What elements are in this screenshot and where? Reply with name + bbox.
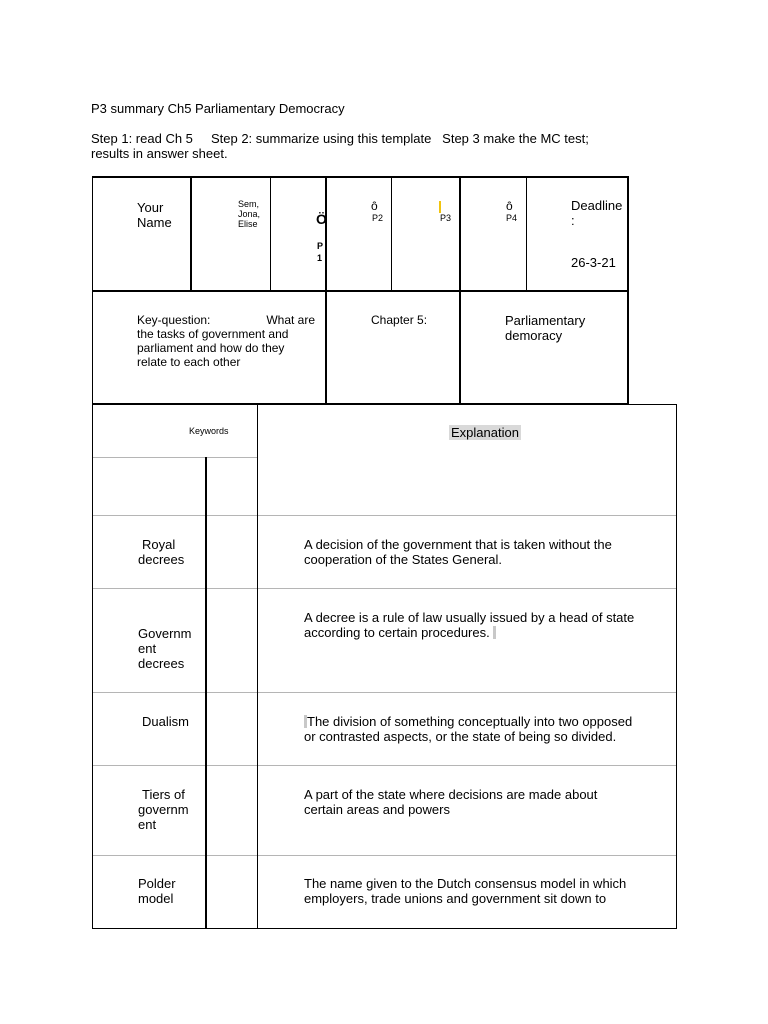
p2-mark: ȏ xyxy=(371,199,378,213)
chapter-label: Chapter 5: xyxy=(371,313,428,327)
your-name-label: Your Name xyxy=(137,200,172,230)
explanation-dualism: The division of something conceptually into two opposed or contrasted aspects, or the state of being so divided. xyxy=(304,714,633,744)
explanation-header: Explanation xyxy=(451,425,519,440)
p4-mark: ȏ xyxy=(506,199,513,213)
explanation-polder-model: The name given to the Dutch consensus model in which employers, trade unions and government sit down to xyxy=(304,876,627,906)
p2-label: P2 xyxy=(372,213,384,223)
p3-label: P3 xyxy=(440,213,452,223)
keyword-royal-decrees: Royal decrees xyxy=(138,537,185,567)
p4-label: P4 xyxy=(506,213,518,223)
document-title: P3 summary Ch5 Parliamentary Democracy xyxy=(91,101,345,116)
key-question-label: Key-question: xyxy=(137,313,211,327)
group-member-names: Sem, Jona, Elise xyxy=(238,199,261,229)
instructions-line-1: Step 1: read Ch 5 Step 2: summarize using this template Step 3 make the MC test; xyxy=(91,131,589,146)
comment-marker xyxy=(493,626,496,639)
deadline-date: 26-3-21 xyxy=(571,255,616,270)
keyword-dualism: Dualism xyxy=(142,714,189,729)
keyword-government-decrees: Governm ent decrees xyxy=(138,626,192,671)
p1-mark: Ö xyxy=(316,211,327,227)
explanation-royal-decrees: A decision of the government that is taken without the cooperation of the States General. xyxy=(304,537,612,567)
keyword-tiers-of-government: Tiers of governm ent xyxy=(138,787,189,832)
keyword-polder-model: Polder model xyxy=(138,876,176,906)
instructions-line-2: results in answer sheet. xyxy=(91,146,228,161)
p1-label: P 1 xyxy=(317,241,324,263)
chapter-title: Parliamentary demoracy xyxy=(505,313,586,343)
deadline-label: Deadline : xyxy=(571,198,623,228)
key-question: Key-question: What are the tasks of government and parliament and how do they relate to each other xyxy=(137,313,315,369)
explanation-tiers-of-government: A part of the state where decisions are made about certain areas and powers xyxy=(304,787,598,817)
keywords-header: Keywords xyxy=(189,426,229,436)
explanation-government-decrees: A decree is a rule of law usually issued by a head of state according to certain procedures. xyxy=(304,610,635,640)
